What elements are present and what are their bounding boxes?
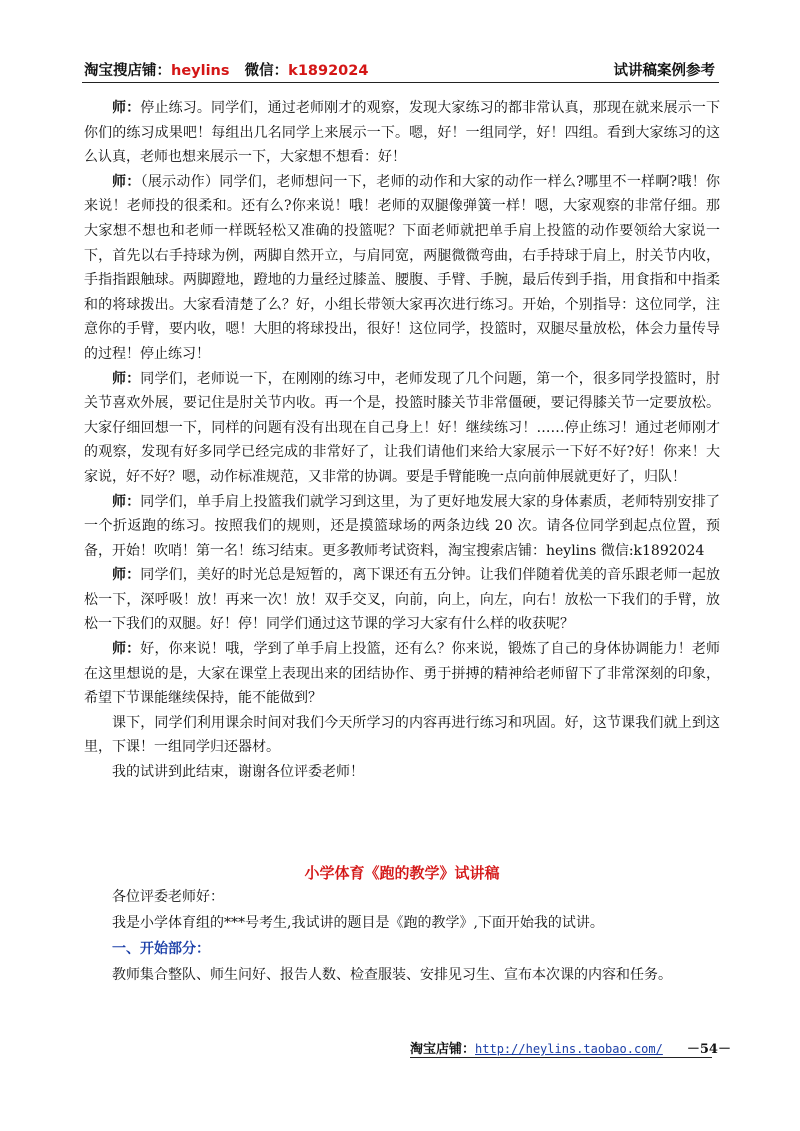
page-number: －54－ (686, 1042, 731, 1057)
greeting: 各位评委老师好： (112, 889, 224, 905)
section-heading: 一、开始部分： (112, 941, 210, 957)
paragraph-text: 好，你来说！哦，学到了单手肩上投篮，还有么？你来说，锻炼了自己的身体协调能力！老师在这里想说的是，大家在课堂上表现出来的团结协作、勇于拼搏的精神给老师留下了非常深刻的印象，希望下节课能继续保持，能不能做到？ (84, 641, 721, 707)
page-header (82, 56, 719, 83)
script-body (84, 96, 720, 785)
paragraph (84, 637, 720, 711)
paragraph (84, 367, 720, 490)
paragraph (84, 563, 720, 637)
page-footer (410, 1038, 731, 1058)
paragraph-text: 我的试讲到此结束，谢谢各位评委老师！ (112, 764, 364, 781)
paragraph-text: 同学们，美好的时光总是短暂的，离下课还有五分钟。让我们伴随着优美的音乐跟老师一起放松一下，深呼吸！放！再来一次！放！双手交叉，向前，向上，向左，向右！放松一下我们的手臂，放松一下我们的双腿。好！停！同学们通过这节课的学习大家有什么样的收获呢？ (84, 567, 721, 633)
footer-underline (410, 1057, 712, 1058)
paragraph-text: 同学们，单手肩上投篮我们就学习到这里，为了更好地发展大家的身体素质，老师特别安排了一个折返跑的练习。按照我们的规则，还是摸篮球场的两条边线 20 次。请各位同学到起点位置，预备，开始！吹哨！第一名！练习结束。更多教师考试资料，淘宝搜索店铺：heylins 微信:k1892024 (84, 493, 721, 559)
paragraph (84, 170, 720, 367)
speaker-label: 师： (112, 641, 141, 658)
shop-label: 淘宝搜店铺： (84, 63, 171, 79)
intro-text: 我是小学体育组的***号考生,我试讲的题目是《跑的教学》,下面开始我的试讲。 (112, 915, 604, 931)
footer-shop-link[interactable]: http://heylins.taobao.com/ (475, 1042, 663, 1056)
paragraph (84, 490, 720, 564)
speaker-label: 师： (112, 100, 141, 116)
new-script-intro (84, 884, 720, 988)
paragraph (84, 711, 720, 760)
speaker-label: 师： (112, 370, 141, 387)
paragraph (84, 760, 720, 785)
paragraph-text: 课下，同学们利用课余时间对我们今天所学习的内容再进行练习和巩固。好，这节课我们就上到这里，下课！一组同学归还器材。 (84, 714, 720, 756)
paragraph-text: （展示动作）同学们，老师想问一下，老师的动作和大家的动作一样么?哪里不一样啊?哦！你来说！老师投的很柔和。还有么?你来说！哦！老师的双腿像弹簧一样！嗯，大家观察的非常仔细。那大家想不想也和老师一样既轻松又准确的投篮呢？下面老师就把单手肩上投篮的动作要领给大家说一下，首先以右手持球为例，两脚自然开立，与肩同宽，两腿微微弯曲，右手持球于肩上，肘关节内收，手指指跟触球。两脚蹬地，蹬地的力量经过膝盖、腰腹、手臂、手腕，最后传到手指，用食指和中指柔和的将球拨出。大家看清楚了么？好，小组长带领大家再次进行练习。开始，个别指导：这位同学，注意你的手臂，要内收，嗯！大胆的将球投出，很好！这位同学，投篮时，双腿尽量放松，体会力量传导的过程！停止练习！ (84, 173, 720, 362)
lecture-title: 小学体育《跑的教学》试讲稿 (304, 864, 500, 882)
wechat-label: 微信： (244, 63, 289, 79)
speaker-label: 师： (112, 173, 141, 190)
speaker-label: 师： (112, 493, 141, 510)
wechat-id: k1892024 (288, 63, 369, 79)
paragraph (84, 96, 720, 170)
paragraph-text: 同学们，老师说一下，在刚刚的练习中，老师发现了几个问题，第一个，很多同学投篮时，肘关节喜欢外展，要记住是肘关节内收。再一个是，投篮时膝关节非常僵硬，要记得膝关节一定要放松。大家仔细回想一下，同样的问题有没有出现在自己身上！好！继续练习！……停止练习！通过老师刚才的观察，发现有好多同学已经完成的非常好了，让我们请他们来给大家展示一下好不好?好！你来！大家说，好不好？嗯，动作标准规范，又非常的协调。要是手臂能晚一点向前伸展就更好了，归队！ (84, 370, 721, 485)
section-text: 教师集合整队、师生问好、报告人数、检查服装、安排见习生、宣布本次课的内容和任务。 (112, 967, 672, 983)
speaker-label: 师： (112, 567, 141, 584)
header-shop-info (84, 59, 368, 80)
paragraph-text: 停止练习。同学们，通过老师刚才的观察，发现大家练习的都非常认真，那现在就来展示一下你们的练习成果吧！每组出几名同学上来展示一下。嗯，好！一组同学，好！四组。看到大家练习的这么认真，老师也想来展示一下，大家想不想看：好！ (84, 100, 721, 166)
header-title: 试讲稿案例参考 (613, 63, 715, 79)
shop-name: heylins (171, 63, 230, 79)
footer-label: 淘宝店铺： (410, 1042, 476, 1057)
